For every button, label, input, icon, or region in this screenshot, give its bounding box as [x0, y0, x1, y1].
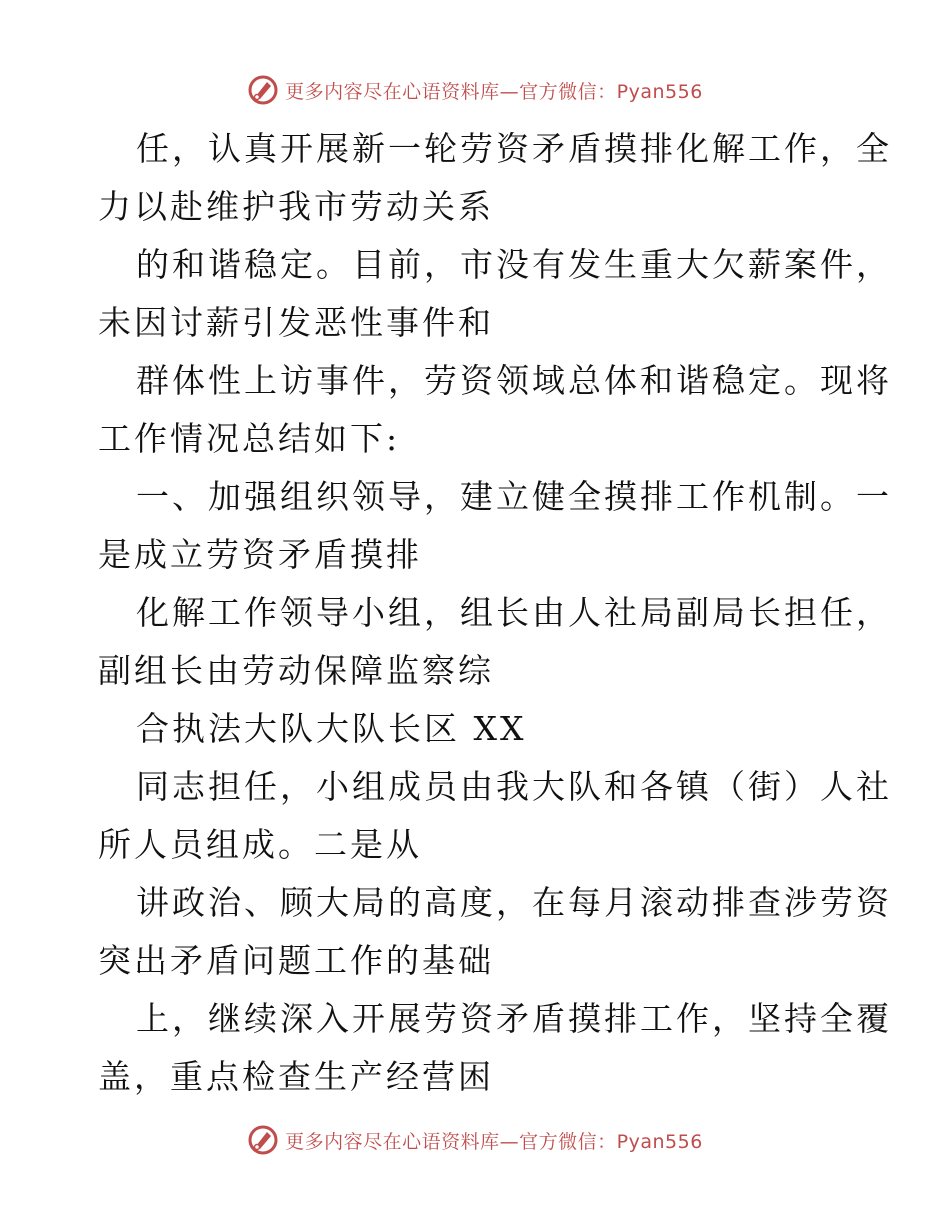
footer-watermark	[0, 1120, 950, 1160]
text-line: 一、加强组织领导，建立健全摸排工作机制。一	[136, 477, 892, 516]
brand-logo-icon	[247, 74, 279, 106]
header-watermark-text: 更多内容尽在心语资料库—官方微信：Pyan556	[285, 80, 703, 103]
text-line: 讲政治、顾大局的高度，在每月滚动排查涉劳资	[136, 883, 892, 922]
header-watermark	[0, 70, 950, 110]
text-line: 力以赴维护我市劳动关系	[98, 187, 494, 226]
text-line: 任，认真开展新一轮劳资矛盾摸排化解工作，全	[136, 129, 892, 168]
text-line: 合执法大队大队长区 XX	[136, 709, 527, 748]
text-line: 未因讨薪引发恶性事件和	[98, 303, 494, 342]
footer-watermark-text: 更多内容尽在心语资料库—官方微信：Pyan556	[285, 1130, 703, 1153]
text-line: 突出矛盾问题工作的基础	[98, 941, 494, 980]
text-line: 副组长由劳动保障监察综	[98, 651, 494, 690]
document-body	[98, 120, 892, 1106]
text-line: 的和谐稳定。目前，市没有发生重大欠薪案件，	[136, 245, 892, 284]
text-line: 群体性上访事件，劳资领域总体和谐稳定。现将	[136, 361, 892, 400]
text-line: 工作情况总结如下:	[98, 419, 401, 458]
text-line: 同志担任，小组成员由我大队和各镇（街）人社	[136, 767, 892, 806]
brand-logo-icon	[247, 1124, 279, 1156]
text-line: 是成立劳资矛盾摸排	[98, 535, 422, 574]
text-line: 盖，重点检查生产经营困	[98, 1057, 494, 1096]
text-line: 所人员组成。二是从	[98, 825, 422, 864]
text-line: 化解工作领导小组，组长由人社局副局长担任，	[136, 593, 892, 632]
text-line: 上，继续深入开展劳资矛盾摸排工作，坚持全覆	[136, 999, 892, 1038]
